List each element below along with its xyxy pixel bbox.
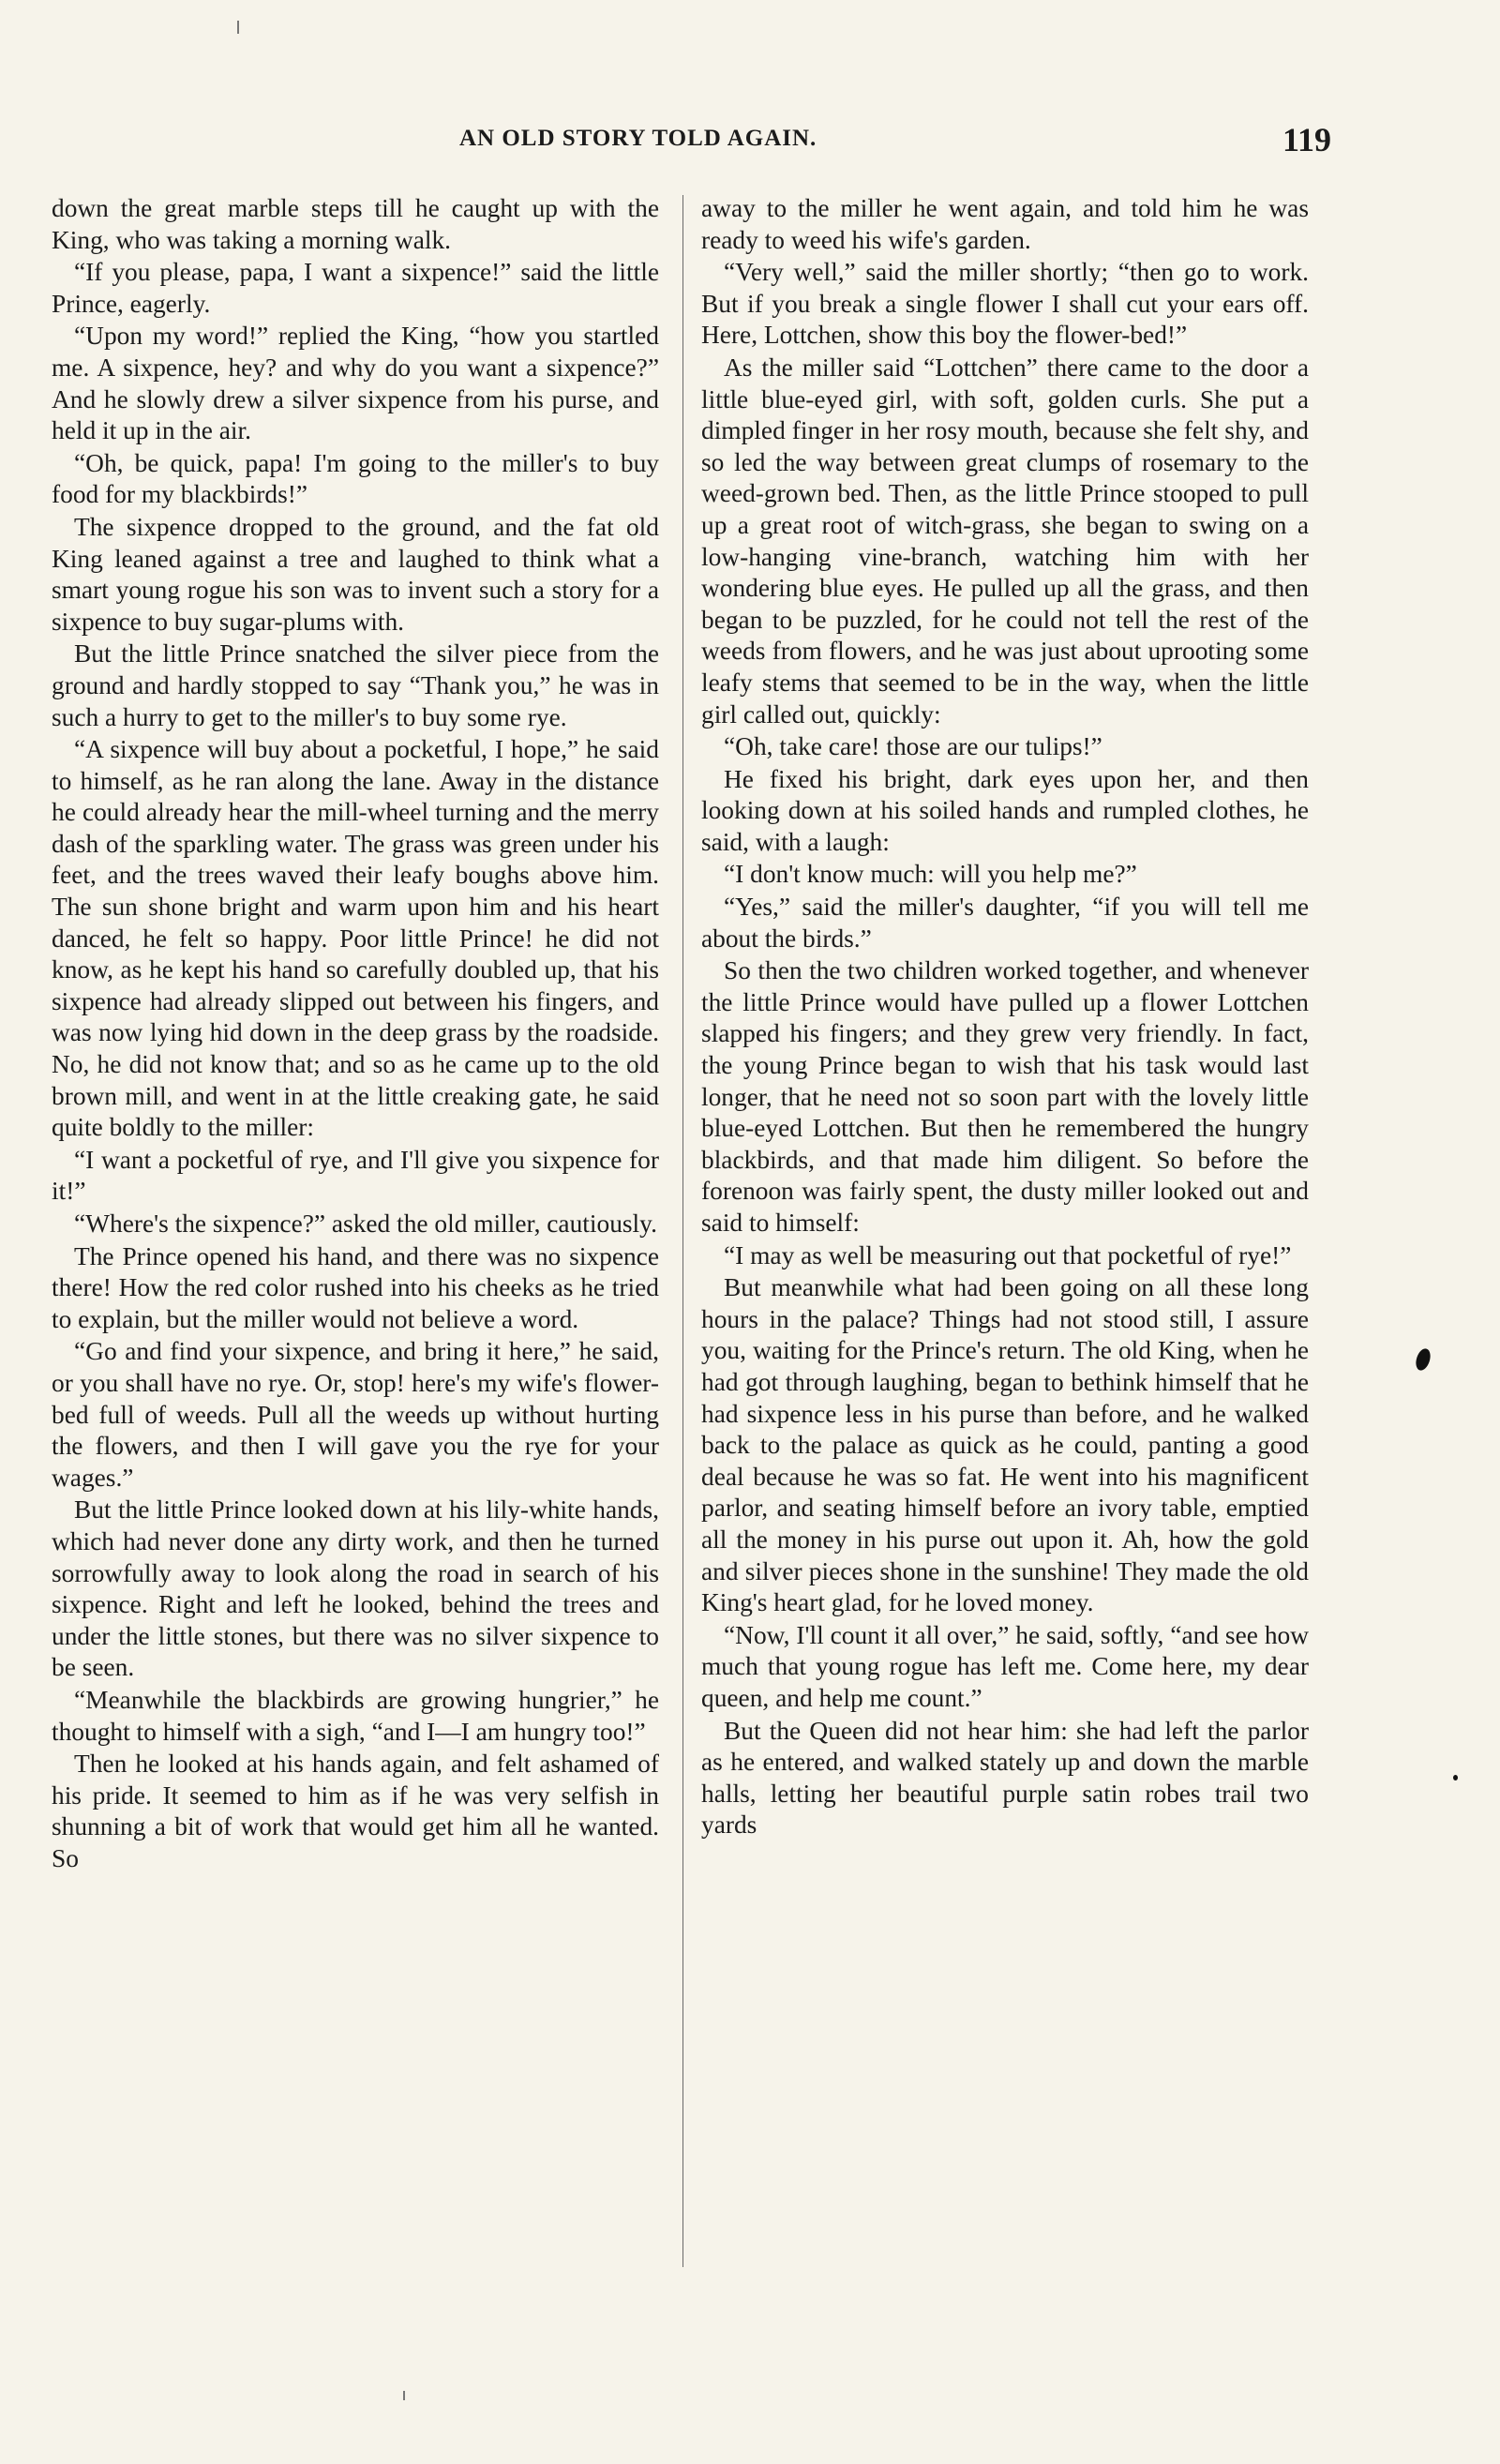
paragraph: He fixed his bright, dark eyes upon her, and then looking down at his soiled hands and rumpled clothes, he said, with a laugh: [701,764,1309,856]
paragraph: away to the miller he went again, and told him he was ready to weed his wife's garden. [701,194,1309,254]
paragraph: down the great marble steps till he caught up with the King, who was taking a morning walk. [52,194,659,254]
paragraph: “Go and find your sixpence, and bring it here,” he said, or you shall have no rye. Or, stop! here's my wife's flower-bed full of weeds. Pull all the weeds up without hurting the flowers, and then I will gave you the rye for your wages.” [52,1337,659,1492]
paragraph: “Upon my word!” replied the King, “how you startled me. A sixpence, hey? and why do you want a sixpence?” And he slowly drew a silver sixpence from his purse, and held it up in the air. [52,322,659,445]
paragraph: “I want a pocketful of rye, and I'll give you sixpence for it!” [52,1145,659,1206]
column-divider [682,195,683,2267]
paragraph: “Very well,” said the miller shortly; “then go to work. But if you break a single flower I shall cut your ears off. Here, Lottchen, show this boy the flower-bed!” [701,258,1309,350]
ink-speck [1453,1775,1458,1780]
page-number: 119 [1282,121,1331,158]
paragraph: “A sixpence will buy about a pocketful, I hope,” he said to himself, as he ran along the lane. Away in the distance he could already hear the mill-wheel turning and the merry dash of the sparkling water. The grass was green under his feet, and the trees waved their leafy boughs above him. The sun shone bright and warm upon him and his heart danced, he felt so happy. Poor little Prince! he did not know, as he kept his hand so carefully doubled up, that his sixpence had already slipped out between his fingers, and was now lying hid down in the deep grass by the roadside. No, he did not know that; and so as he came up to the old brown mill, and went in at the little creaking gate, he said quite boldly to the miller: [52,735,659,1142]
paragraph: “Where's the sixpence?” asked the old miller, cautiously. [74,1209,657,1238]
paragraph: “Meanwhile the blackbirds are growing hungrier,” he thought to himself with a sigh, “and I—I am hungry too!” [52,1685,659,1746]
paragraph: So then the two children worked together, and whenever the little Prince would have pulled up a flower Lottchen slapped his fingers; and they grew very friendly. In fact, the young Prince began to wish that his task would last longer, that he need not so soon part with the lovely little blue-eyed Lottchen. But then he remembered the hungry blackbirds, and that made him diligent. So before the forenoon was fairly spent, the dusty miller looked out and said to himself: [701,956,1309,1237]
running-head: AN OLD STORY TOLD AGAIN. [459,126,818,151]
paragraph: “I may as well be measuring out that pocketful of rye!” [724,1240,1292,1270]
right-column [701,193,1309,1842]
print-mark [403,2391,405,2400]
ink-blot [1414,1346,1433,1372]
paragraph: “If you please, papa, I want a sixpence!” said the little Prince, eagerly. [52,258,659,318]
paragraph: “Yes,” said the miller's daughter, “if you will tell me about the birds.” [701,893,1309,953]
paragraph: “Oh, take care! those are our tulips!” [724,732,1102,761]
paragraph: But the Queen did not hear him: she had left the parlor as he entered, and walked stately up and down the marble halls, letting her beautiful purple satin robes trail two yards [701,1716,1309,1840]
left-column [52,193,659,1875]
paragraph: The sixpence dropped to the ground, and the fat old King leaned against a tree and laughed to think what a smart young rogue his son was to invent such a story for a sixpence to buy sugar-plums with. [52,512,659,636]
paragraph: Then he looked at his hands again, and felt ashamed of his pride. It seemed to him as if he was very selfish in shunning a bit of work that would get him all he wanted. So [52,1750,659,1872]
paragraph: But the little Prince looked down at his lily-white hands, which had never done any dirty work, and then he turned sorrowfully away to look along the road in search of his sixpence. Right and left he looked, behind the trees and under the little stones, but there was no silver sixpence to be seen. [52,1495,659,1682]
page-header [459,120,1331,176]
paragraph: “Now, I'll count it all over,” he said, softly, “and see how much that young rogue has left me. Come here, my dear queen, and help me count.” [701,1620,1309,1712]
paragraph: “I don't know much: will you help me?” [724,860,1137,889]
paragraph: “Oh, be quick, papa! I'm going to the miller's to buy food for my blackbirds!” [52,448,659,509]
paragraph: But the little Prince snatched the silver piece from the ground and hardly stopped to say “Thank you,” he was in such a hurry to get to the miller's to buy some rye. [52,639,659,731]
print-mark [237,21,239,34]
paragraph: As the miller said “Lottchen” there came to the door a little blue-eyed girl, with soft, golden curls. She put a dimpled finger in her rosy mouth, because she felt shy, and so led the way between great clumps of rosemary to the weed-grown bed. Then, as the little Prince stooped to pull up a great root of witch-grass, she began to swing on a low-hanging vine-branch, watching him with her wondering blue eyes. He pulled up all the grass, and then began to be puzzled, for he could not tell the rest of the weeds from flowers, and he was just about uprooting some leafy stems that seemed to be in the way, when the little girl called out, quickly: [701,353,1309,729]
paragraph: But meanwhile what had been going on all these long hours in the palace? Things had not stood still, I assure you, waiting for the Prince's return. The old King, when he had got through laughing, began to bethink himself that he had sixpence less in his purse than before, and he walked back to the palace as quick as he could, panting a good deal because he was so fat. He went into his magnificent parlor, and seating himself before an ivory table, emptied all the money in his purse out upon it. Ah, how the gold and silver pieces shone in the sunshine! They made the old King's heart glad, for he loved money. [701,1273,1309,1617]
paragraph: The Prince opened his hand, and there was no sixpence there! How the red color rushed into his cheeks as he tried to explain, but the miller would not believe a word. [52,1241,659,1333]
